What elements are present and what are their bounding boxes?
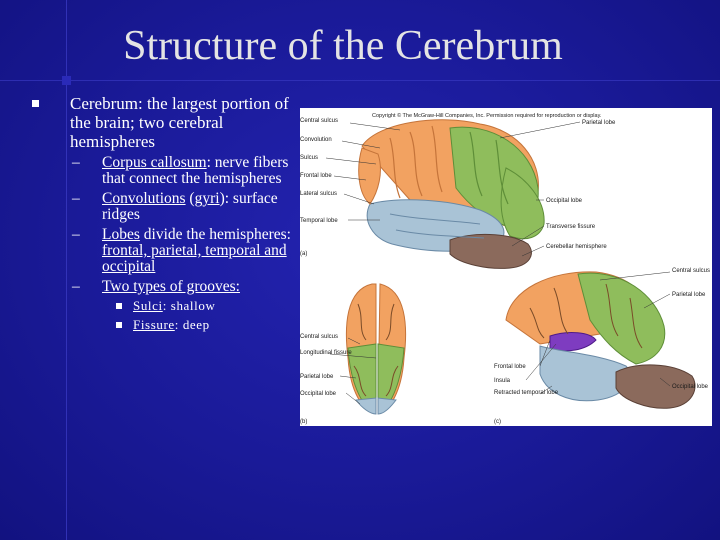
panel-label-b: (b) (300, 419, 308, 425)
square-bullet-icon (116, 322, 122, 328)
sub-bullet-text: : shallow (162, 298, 216, 313)
label-cerebellar-hemisphere: Cerebellar hemisphere (546, 244, 607, 250)
label-transverse-fissure: Transverse fissure (546, 224, 596, 230)
label-longitudinal-fissure: Longitudinal fissure (300, 350, 352, 356)
brain-lateral-view (359, 120, 544, 269)
brain-figure (300, 108, 712, 426)
sub-bullet-corpus-callosum (30, 155, 300, 187)
dash-bullet-icon: – (72, 226, 80, 243)
sub-bullet-text: ( (185, 190, 195, 207)
panel-label-a: (a) (300, 251, 308, 257)
label-parietal-lobe-a: Parietal lobe (582, 120, 616, 126)
bullet-main (30, 94, 300, 151)
label-occipital-lobe-a: Occipital lobe (546, 198, 583, 204)
sub-bullet-convolutions (30, 191, 300, 223)
sub-bullet-grooves (30, 279, 300, 295)
brain-illustration (300, 108, 712, 426)
decorative-corner-square (62, 76, 71, 85)
sub-bullet-text: : deep (174, 317, 210, 332)
label-temporal-lobe: Temporal lobe (300, 218, 338, 224)
sub-bullet-lobes (30, 227, 300, 275)
label-parietal-lobe-b: Parietal lobe (300, 374, 334, 380)
sub-bullet-text: : nerve fibers that connect the hemispheres (102, 154, 289, 187)
label-central-sulcus-c: Central sulcus (672, 268, 711, 274)
sub-sub-bullet-fissure (30, 317, 300, 333)
label-frontal-lobe-c: Frontal lobe (494, 364, 526, 370)
label-convolution: Convolution (300, 137, 332, 143)
dash-bullet-icon: – (72, 278, 80, 295)
term-fissure: Fissure (133, 317, 175, 332)
bullet-list (30, 94, 300, 333)
label-central-sulcus-a: Central sulcus (300, 118, 339, 124)
term-gyri: gyri (194, 190, 220, 207)
label-lateral-sulcus: Lateral sulcus (300, 191, 338, 197)
label-occipital-lobe-b: Occipital lobe (300, 391, 337, 397)
label-parietal-lobe-c: Parietal lobe (672, 292, 706, 298)
brain-retracted-view (506, 272, 695, 408)
sub-sub-bullet-sulci (30, 298, 300, 314)
label-occipital-lobe-c: Occipital lobe (672, 384, 709, 390)
term-corpus-callosum: Corpus callosum (102, 154, 207, 171)
dash-bullet-icon: – (72, 190, 80, 207)
decorative-horizontal-line (0, 80, 720, 81)
brain-superior-view (346, 284, 405, 414)
label-frontal-lobe-a: Frontal lobe (300, 173, 332, 179)
square-bullet-icon (32, 100, 39, 107)
sub-bullet-text: ): surface ridges (102, 190, 278, 223)
term-sulci: Sulci (133, 298, 163, 313)
bullet-main-text: Cerebrum: the largest portion of the brain; two cerebral hemispheres (70, 94, 289, 151)
figure-copyright: Copyright © The McGraw-Hill Companies, Inc. Permission required for reproduction or display. (372, 113, 602, 119)
term-lobe-names: frontal, parietal, temporal and occipital (102, 242, 287, 275)
label-retracted-temporal-lobe: Retracted temporal lobe (494, 390, 559, 396)
label-central-sulcus-b: Central sulcus (300, 334, 339, 340)
sub-bullet-text: divide the hemispheres: (139, 226, 291, 243)
label-sulcus: Sulcus (300, 155, 319, 161)
label-insula: Insula (494, 378, 511, 384)
term-lobes: Lobes (102, 226, 140, 243)
term-two-types-of-grooves: Two types of grooves: (102, 278, 240, 295)
dash-bullet-icon: – (72, 154, 80, 171)
term-convolutions: Convolutions (102, 190, 186, 207)
panel-label-c: (c) (494, 419, 501, 425)
square-bullet-icon (116, 303, 122, 309)
slide-title: Structure of the Cerebrum (123, 23, 563, 69)
